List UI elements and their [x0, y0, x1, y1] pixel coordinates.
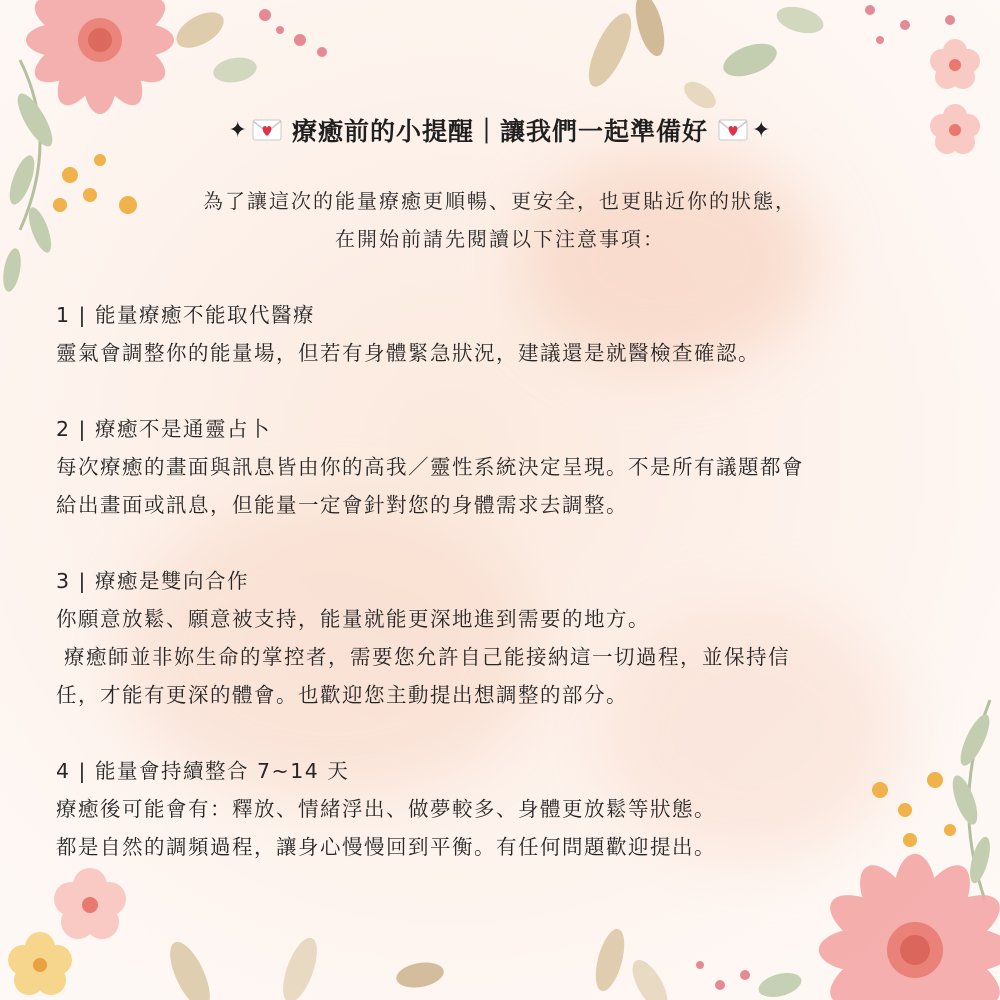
- section-text: 給出畫面或訊息，但能量一定會針對您的身體需求去調整。: [56, 493, 628, 517]
- section-text: 靈氣會調整你的能量場，但若有身體緊急狀況，建議還是就醫檢查確認。: [56, 341, 760, 365]
- notice-section-2: [56, 410, 956, 524]
- sparkle-icon: ✦: [228, 117, 248, 143]
- section-text: 療癒師並非妳生命的掌控者，需要您允許自己能接納這一切過程，並保持信: [56, 645, 791, 669]
- section-heading: 4 | 能量會持續整合 7~14 天: [56, 759, 350, 783]
- intro-line: 在開始前請先閱讀以下注意事項：: [335, 227, 665, 251]
- notice-section-1: [56, 296, 956, 372]
- sparkle-icon: ✦: [752, 117, 772, 143]
- section-heading: 3 | 療癒是雙向合作: [56, 569, 249, 593]
- love-letter-icon: [252, 119, 282, 141]
- section-text: 你願意放鬆、願意被支持，能量就能更深地進到需要的地方。: [56, 607, 650, 631]
- title-text: 療癒前的小提醒｜讓我們一起準備好: [291, 117, 708, 146]
- intro-line: 為了讓這次的能量療癒更順暢、更安全，也更貼近你的狀態，: [203, 189, 797, 213]
- section-text: 都是自然的調頻過程，讓身心慢慢回到平衡。有任何問題歡迎提出。: [56, 835, 716, 859]
- section-text: 任，才能有更深的體會。也歡迎您主動提出想調整的部分。: [56, 683, 628, 707]
- love-letter-icon: [718, 119, 748, 141]
- notice-section-3: [56, 562, 956, 714]
- notice-section-4: [56, 752, 956, 866]
- section-text: 療癒後可能會有：釋放、情緒浮出、做夢較多、身體更放鬆等狀態。: [56, 797, 716, 821]
- page-title: [0, 112, 1000, 148]
- section-heading: 2 | 療癒不是通靈占卜: [56, 417, 271, 441]
- section-text: 每次療癒的畫面與訊息皆由你的高我／靈性系統決定呈現。不是所有議題都會: [56, 455, 804, 479]
- intro-paragraph: [0, 182, 1000, 258]
- section-heading: 1 | 能量療癒不能取代醫療: [56, 303, 315, 327]
